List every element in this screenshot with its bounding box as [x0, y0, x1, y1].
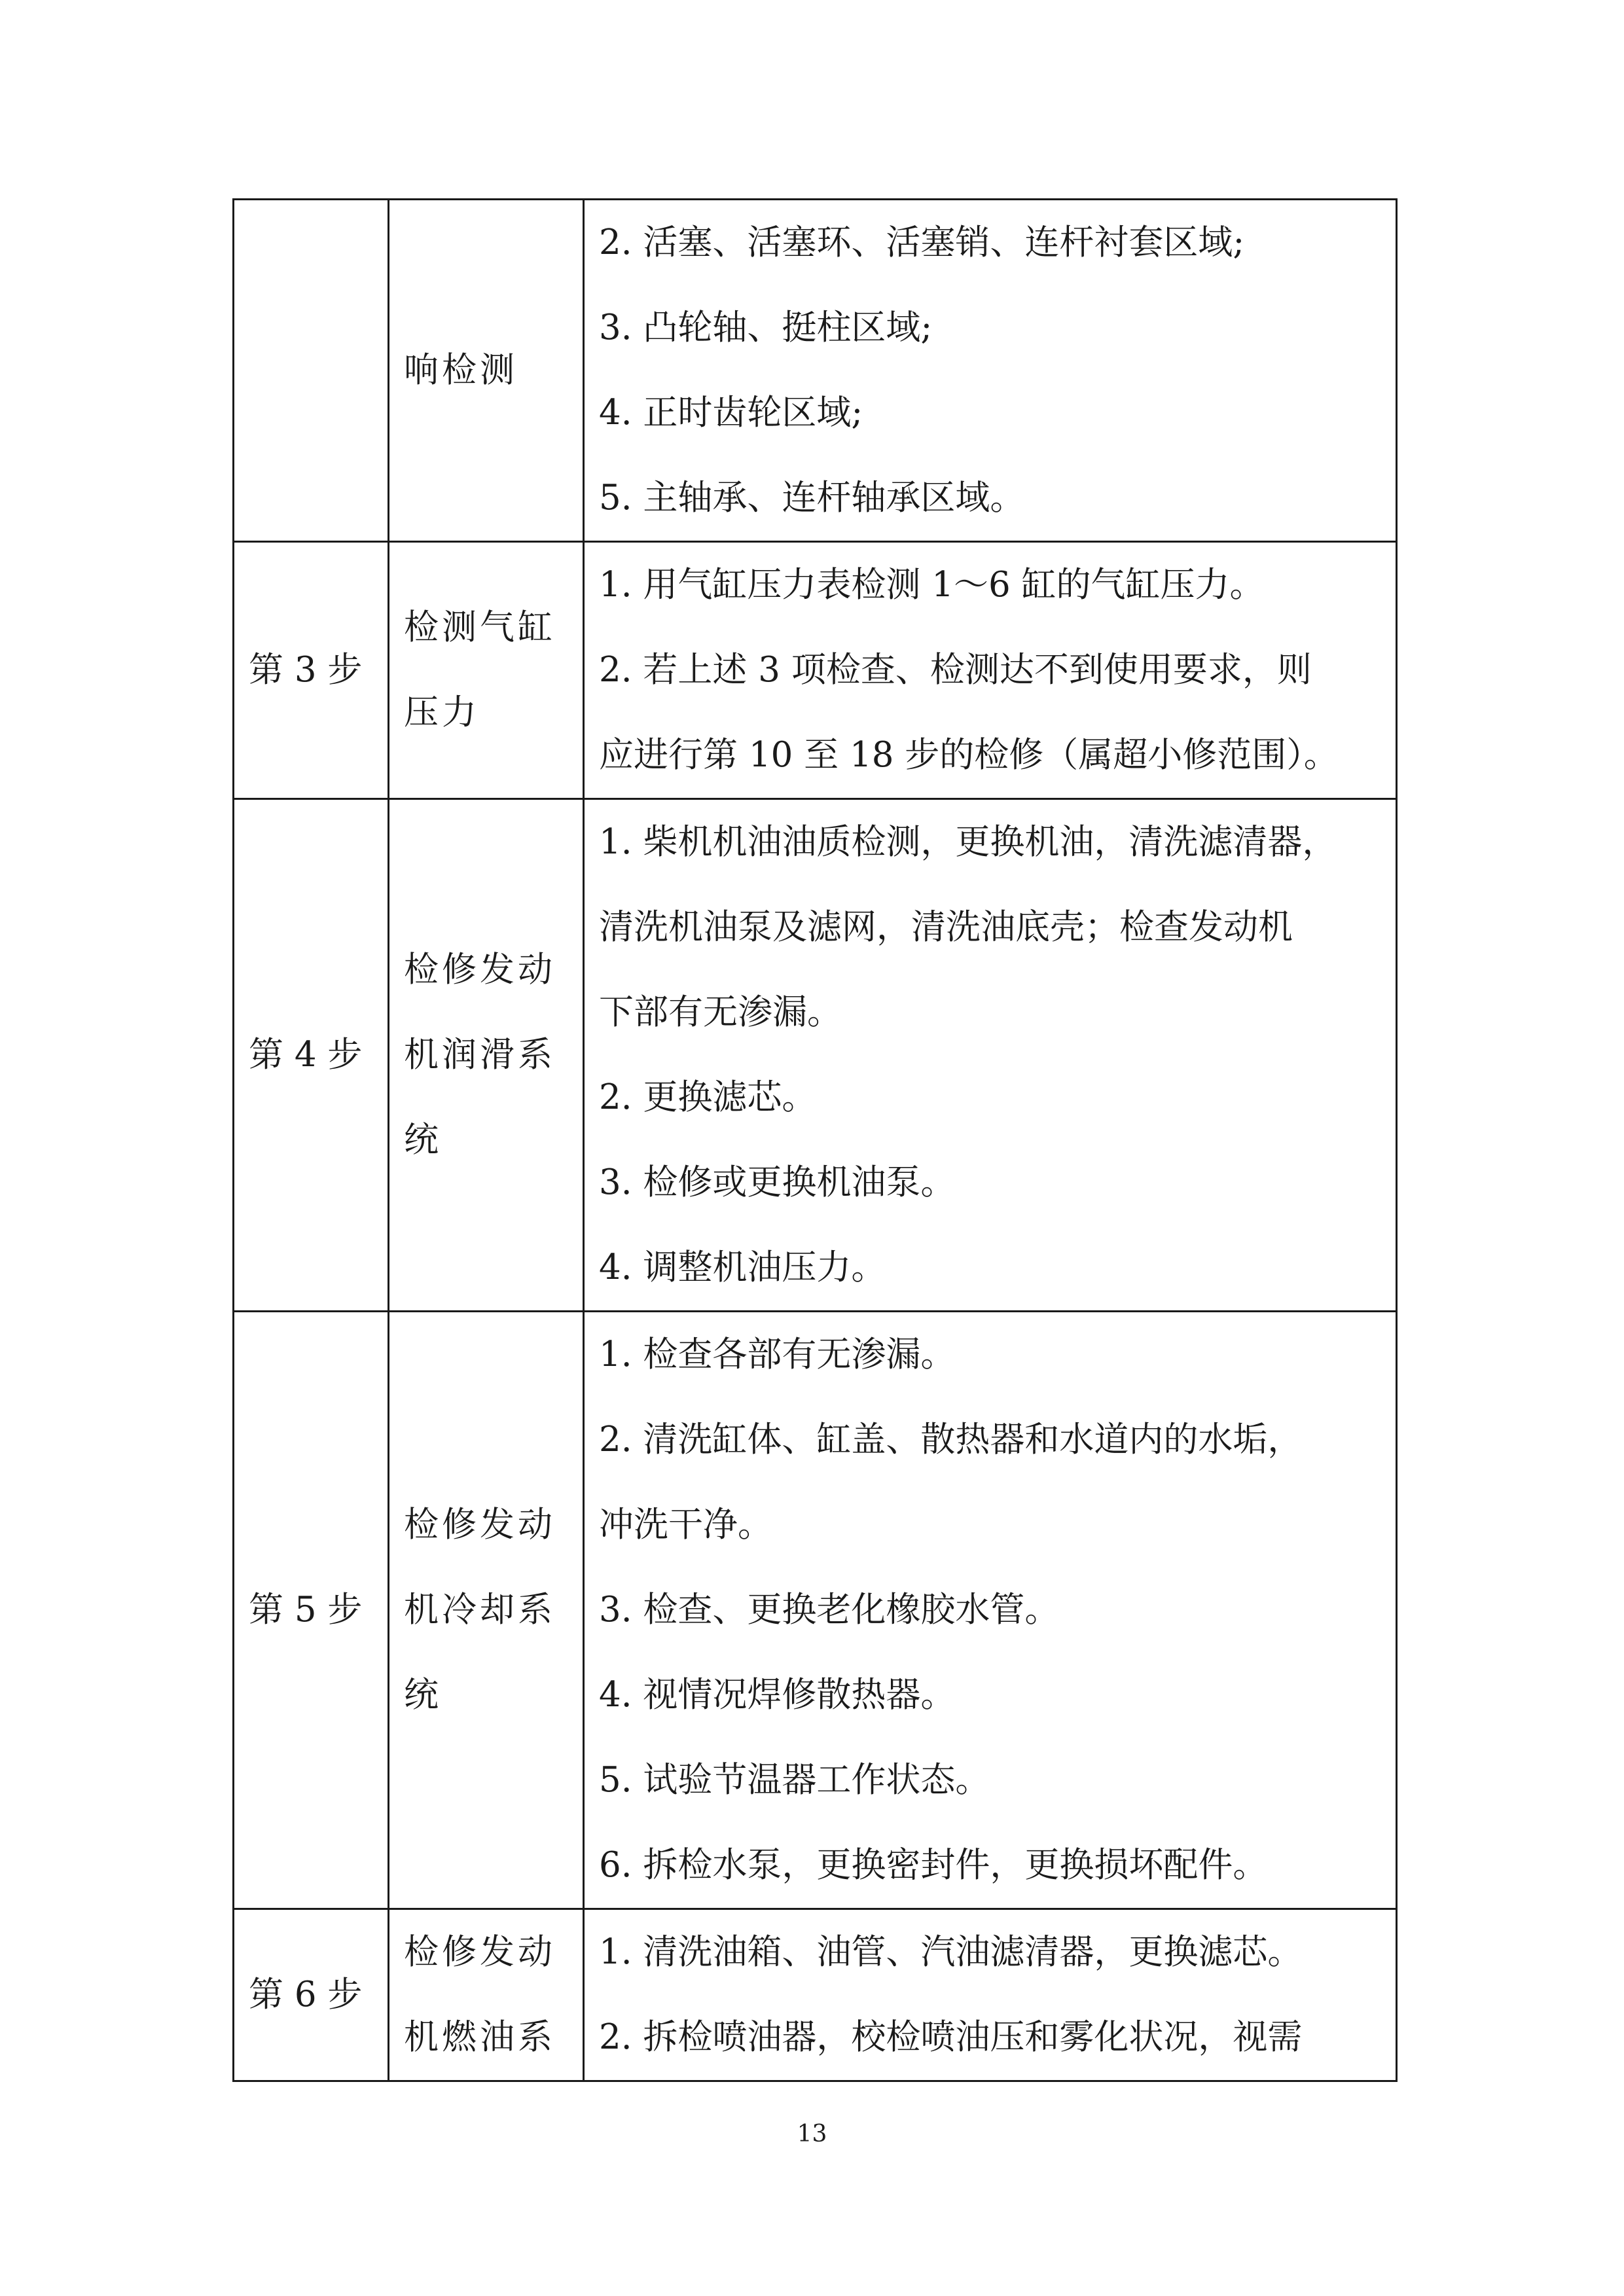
description-line: 2. 拆检喷油器，校检喷油压和雾化状况，视需: [599, 2017, 1303, 2057]
task-description-cell: [584, 1909, 1397, 2081]
description-line: 1. 检查各部有无渗漏。: [599, 1335, 956, 1374]
task-description-cell: [584, 200, 1397, 542]
description-line: 3. 检查、更换老化橡胶水管。: [599, 1590, 1060, 1630]
description-line: 1. 柴机机油油质检测，更换机油，清洗滤清器，: [599, 822, 1337, 862]
task-name-line: 检修发动: [404, 950, 556, 990]
task-name-line: 机润滑系: [404, 1035, 556, 1075]
task-name-cell: [389, 799, 584, 1312]
task-name-line: 检修发动: [404, 1505, 556, 1545]
description-line: 5. 主轴承、连杆轴承区域。: [599, 478, 1025, 518]
description-line: 5. 试验节温器工作状态。: [599, 1760, 990, 1800]
description-line: 4. 视情况焊修散热器。: [599, 1675, 956, 1715]
task-description-cell: [584, 1312, 1397, 1909]
description-line: 3. 检修或更换机油泵。: [599, 1162, 956, 1202]
step-cell: 第 4 步: [234, 799, 389, 1312]
table-row: [234, 542, 1397, 799]
description-line: 4. 正时齿轮区域;: [599, 393, 863, 433]
task-name-cell: [389, 200, 584, 542]
description-line: 清洗机油泵及滤网，清洗油底壳；检查发动机: [599, 907, 1293, 947]
task-name-line: 压力: [404, 692, 480, 732]
task-name-cell: [389, 1909, 584, 2081]
task-name-line: 机燃油系: [404, 2017, 556, 2057]
description-line: 2. 活塞、活塞环、活塞销、连杆衬套区域;: [599, 223, 1245, 262]
description-line: 4. 调整机油压力。: [599, 1247, 886, 1287]
table-row: [234, 1312, 1397, 1909]
table-row: [234, 200, 1397, 542]
description-line: 下部有无渗漏。: [599, 992, 842, 1032]
table-row: [234, 799, 1397, 1312]
task-name-line: 统: [404, 1675, 442, 1715]
task-name-line: 机冷却系: [404, 1590, 556, 1630]
step-cell: [234, 200, 389, 542]
description-line: 2. 清洗缸体、缸盖、散热器和水道内的水垢，: [599, 1420, 1303, 1460]
step-cell: 第 6 步: [234, 1909, 389, 2081]
description-line: 冲洗干净。: [599, 1505, 772, 1545]
description-line: 2. 若上述 3 项检查、检测达不到使用要求，则: [599, 650, 1312, 690]
description-line: 3. 凸轮轴、挺柱区域;: [599, 308, 933, 348]
task-name-line: 统: [404, 1120, 442, 1160]
page-number: 13: [797, 2121, 827, 2147]
task-name-cell: [389, 542, 584, 799]
step-cell: 第 3 步: [234, 542, 389, 799]
description-line: 1. 用气缸压力表检测 1～6 缸的气缸压力。: [599, 565, 1265, 605]
task-name-line: 响检测: [404, 350, 518, 390]
task-description-cell: [584, 799, 1397, 1312]
task-name-line: 检修发动: [404, 1932, 556, 1972]
description-line: 6. 拆检水泵，更换密封件，更换损坏配件。: [599, 1845, 1268, 1885]
task-name-line: 检测气缸: [404, 607, 556, 647]
description-line: 应进行第 10 至 18 步的检修（属超小修范围）。: [599, 735, 1339, 775]
step-cell: 第 5 步: [234, 1312, 389, 1909]
description-line: 2. 更换滤芯。: [599, 1077, 817, 1117]
description-line: 1. 清洗油箱、油管、汽油滤清器，更换滤芯。: [599, 1932, 1303, 1972]
maintenance-steps-table: [232, 198, 1398, 2082]
task-name-cell: [389, 1312, 584, 1909]
task-description-cell: [584, 542, 1397, 799]
table-row: [234, 1909, 1397, 2081]
